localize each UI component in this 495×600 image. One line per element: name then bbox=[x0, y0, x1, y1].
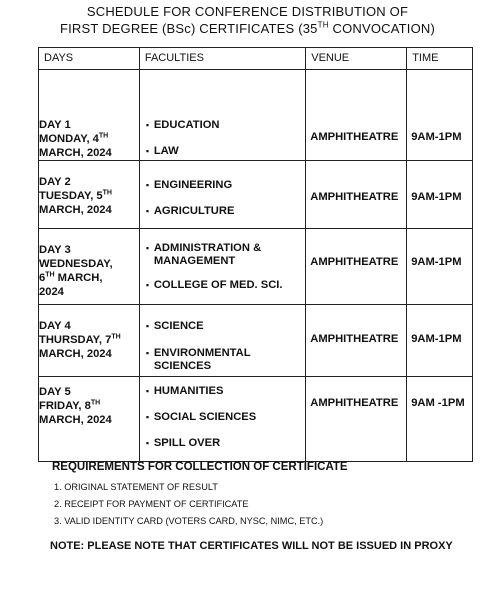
title-line-1: SCHEDULE FOR CONFERENCE DISTRIBUTION OF bbox=[86, 4, 409, 19]
day-month: MARCH, 2024 bbox=[39, 204, 112, 216]
day-date-line bbox=[39, 203, 139, 217]
day-cell bbox=[39, 377, 140, 462]
day-weekday: MONDAY, 4 bbox=[39, 133, 99, 145]
day-weekday: WEDNESDAY, bbox=[39, 258, 113, 270]
faculty-item: ▪ COLLEGE OF MED. SCI. bbox=[146, 279, 309, 292]
faculty-item: ▪ SCIENCE bbox=[146, 320, 309, 333]
time-cell bbox=[407, 305, 473, 377]
day-label: DAY 2 bbox=[39, 176, 71, 188]
day-label: DAY 5 bbox=[39, 386, 71, 398]
day-month: MARCH, 2024 bbox=[39, 147, 112, 159]
venue-text: AMPHITHEATRE bbox=[310, 131, 399, 143]
requirements-title: REQUIREMENTS FOR COLLECTION OF CERTIFICATE bbox=[52, 461, 348, 473]
header-faculties: FACULTIES bbox=[139, 48, 305, 70]
requirements-list bbox=[54, 479, 323, 530]
day-label: DAY 3 bbox=[39, 244, 71, 256]
venue-cell bbox=[306, 161, 407, 229]
time-text: 9AM-1PM bbox=[411, 333, 462, 345]
venue-cell bbox=[306, 305, 407, 377]
faculties-cell bbox=[139, 229, 305, 305]
header-days: DAYS bbox=[39, 48, 140, 70]
venue-text: AMPHITHEATRE bbox=[310, 191, 399, 203]
day-cell bbox=[39, 229, 140, 305]
day-month: MARCH, 2024 bbox=[39, 348, 112, 360]
table-row bbox=[39, 305, 473, 377]
faculty-item: ▪ AGRICULTURE bbox=[146, 205, 309, 218]
day-date-line bbox=[39, 333, 139, 347]
faculty-item: ▪ SOCIAL SCIENCES bbox=[146, 411, 309, 424]
faculty-item: ▪ SPILL OVER bbox=[146, 437, 309, 450]
venue-text: AMPHITHEATRE bbox=[310, 397, 399, 409]
venue-text: AMPHITHEATRE bbox=[310, 256, 399, 268]
day-date-line bbox=[39, 132, 139, 146]
table-row bbox=[39, 377, 473, 462]
day-date-line bbox=[39, 271, 139, 285]
table-row bbox=[39, 161, 473, 229]
day-date-line bbox=[39, 413, 139, 427]
title-line-2 bbox=[0, 20, 495, 37]
schedule-table bbox=[38, 47, 473, 462]
time-text: 9AM-1PM bbox=[411, 256, 462, 268]
day-weekday: THURSDAY, 7 bbox=[39, 334, 112, 346]
venue-cell bbox=[306, 377, 407, 462]
venue-cell bbox=[306, 229, 407, 305]
time-text: 9AM-1PM bbox=[411, 131, 462, 143]
day-ordinal: TH bbox=[45, 271, 55, 279]
day-date-line bbox=[39, 399, 139, 413]
day-date-line bbox=[39, 189, 139, 203]
time-cell bbox=[407, 70, 473, 161]
requirement-item: 2. RECEIPT FOR PAYMENT OF CERTIFICATE bbox=[54, 499, 249, 509]
day-ordinal: TH bbox=[90, 399, 101, 407]
day-month: 6 bbox=[39, 272, 46, 284]
day-month: MARCH, 2024 bbox=[39, 414, 112, 426]
faculties-cell bbox=[139, 305, 305, 377]
day-date-line bbox=[39, 257, 139, 271]
proxy-note: NOTE: PLEASE NOTE THAT CERTIFICATES WILL NOT BE ISSUED IN PROXY bbox=[50, 540, 453, 552]
title-superscript: TH bbox=[317, 20, 329, 30]
faculty-item: ▪ HUMANITIES bbox=[146, 385, 309, 398]
faculty-item: ▪ LAW bbox=[146, 145, 309, 158]
faculties-cell bbox=[139, 70, 305, 161]
table-row bbox=[39, 229, 473, 305]
day-cell bbox=[39, 70, 140, 161]
day-label: DAY 1 bbox=[39, 119, 71, 131]
title-line-2-end: CONVOCATION) bbox=[328, 21, 436, 36]
faculties-cell bbox=[139, 161, 305, 229]
faculties-cell bbox=[139, 377, 305, 462]
title-line-2-text: FIRST DEGREE (BSc) CERTIFICATES (35 bbox=[59, 21, 318, 36]
time-cell bbox=[407, 377, 473, 462]
day-ordinal: TH bbox=[111, 333, 121, 341]
time-text: 9AM -1PM bbox=[411, 397, 465, 409]
header-time: TIME bbox=[407, 48, 473, 70]
header-venue: VENUE bbox=[306, 48, 407, 70]
day-cell bbox=[39, 305, 140, 377]
day-ordinal: TH bbox=[98, 132, 109, 140]
day-year-line: 2024 bbox=[39, 286, 64, 298]
faculty-item: ▪ ADMINISTRATION & MANAGEMENT bbox=[146, 242, 309, 268]
faculty-item: ▪ ENVIRONMENTAL SCIENCES bbox=[146, 347, 309, 373]
requirement-item: 1. ORIGINAL STATEMENT OF RESULT bbox=[54, 482, 218, 492]
venue-text: AMPHITHEATRE bbox=[310, 333, 399, 345]
document-title bbox=[0, 3, 495, 37]
time-text: 9AM-1PM bbox=[411, 191, 462, 203]
day-cell bbox=[39, 161, 140, 229]
requirement-item: 3. VALID IDENTITY CARD (VOTERS CARD, NYSC, NIMC, ETC.) bbox=[54, 516, 324, 526]
day-weekday: TUESDAY, 5 bbox=[39, 190, 103, 202]
table-header-row bbox=[39, 48, 473, 70]
day-date-line bbox=[39, 347, 139, 361]
day-month-post: MARCH, bbox=[54, 272, 103, 284]
time-cell bbox=[407, 229, 473, 305]
faculty-item: ▪ EDUCATION bbox=[146, 119, 309, 132]
time-cell bbox=[407, 161, 473, 229]
day-date-line bbox=[39, 146, 139, 160]
day-weekday: FRIDAY, 8 bbox=[39, 400, 91, 412]
faculty-item: ▪ ENGINEERING bbox=[146, 179, 309, 192]
day-label: DAY 4 bbox=[39, 320, 71, 332]
venue-cell bbox=[306, 70, 407, 161]
table-row bbox=[39, 70, 473, 161]
day-ordinal: TH bbox=[102, 189, 112, 197]
